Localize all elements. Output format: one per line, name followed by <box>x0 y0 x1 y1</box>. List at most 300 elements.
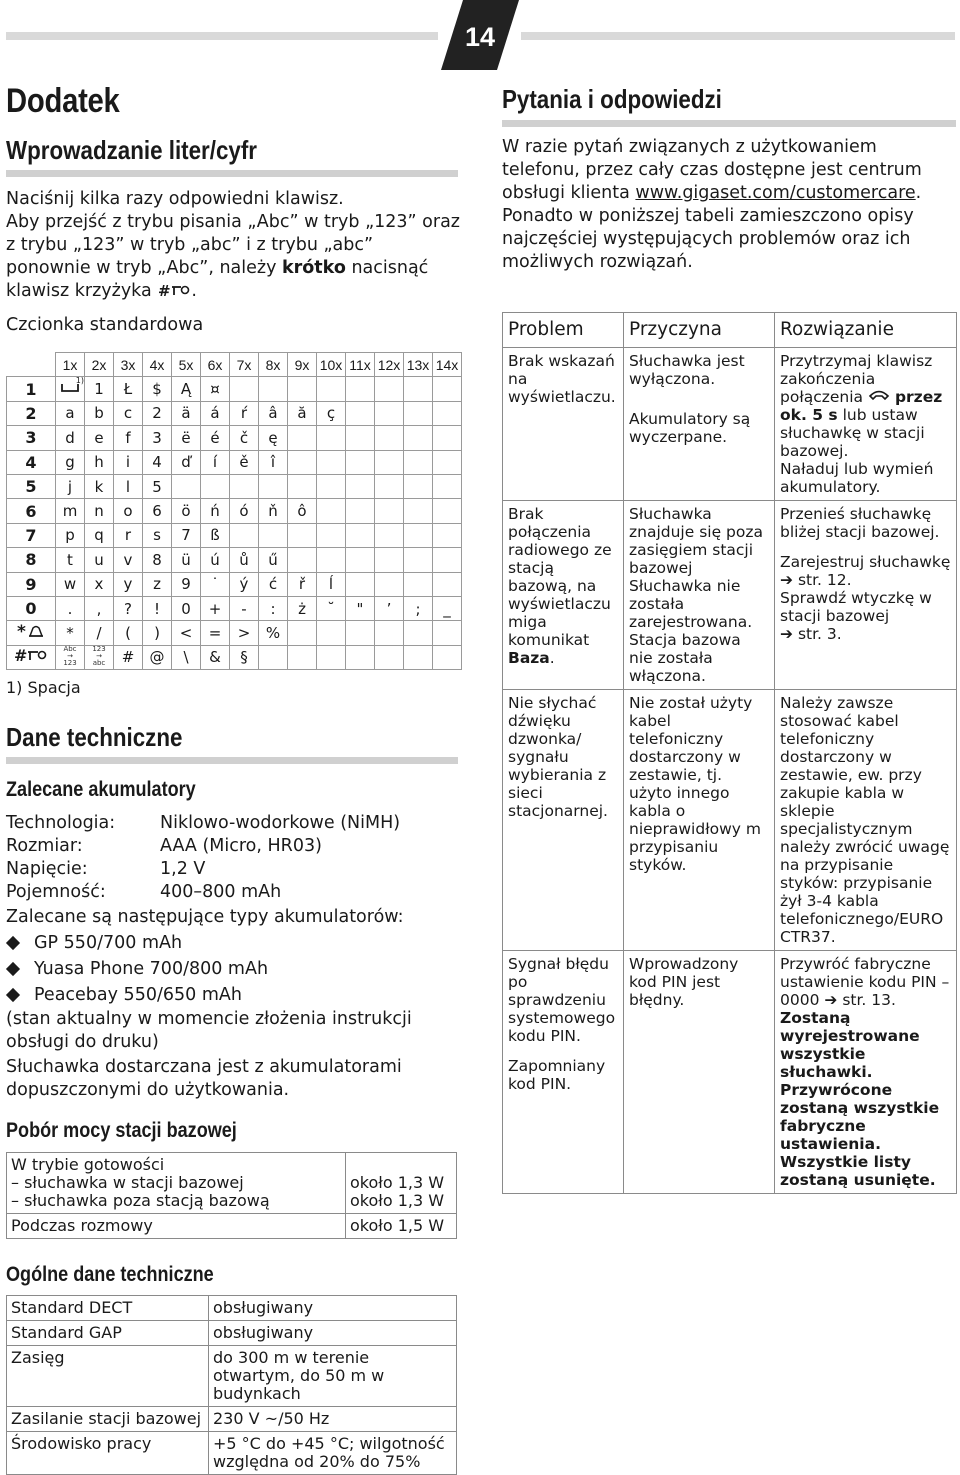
key-char: v <box>114 548 143 572</box>
key-char: $ <box>143 377 172 401</box>
col-header-cause: Przyczyna <box>624 313 775 348</box>
header-cell: 3x <box>114 353 143 377</box>
key-char: ˘ <box>317 596 346 620</box>
key-char <box>230 523 259 547</box>
key-char <box>433 572 462 596</box>
battery-bullet: Peacebay 550/650 mAh <box>34 985 242 1005</box>
key-char: = <box>201 621 230 645</box>
customercare-link[interactable]: www.gigaset.com/customercare <box>635 183 916 203</box>
key-char <box>346 645 375 669</box>
problem-cell: Brak wskazań na wyświetlaczu. <box>503 348 624 501</box>
solution-cell: Należy zawsze stosować kabel telefoniczny dostarczony w zestawie, ew. przy zakupie kabla w sklepie specjalistycznym należy zwrócić uwagę na przypisanie styków: przypisanie żył 3-4 kabla telefonicznego/EURO CTR37. <box>775 690 957 951</box>
key-char: ę <box>259 426 288 450</box>
key-char <box>288 474 317 498</box>
key-char: d <box>56 426 85 450</box>
key-char: § <box>230 645 259 669</box>
key-char: č <box>230 426 259 450</box>
key-row <box>7 474 462 498</box>
key-char: 4 <box>143 450 172 474</box>
key-label: 0 <box>7 596 56 620</box>
key-char: n <box>85 499 114 523</box>
header-cell: 5x <box>172 353 201 377</box>
col-header-solution: Rozwiązanie <box>775 313 957 348</box>
table-row <box>7 1214 457 1239</box>
general-value: obsługiwany <box>209 1321 457 1346</box>
key-char: Ą <box>172 377 201 401</box>
key-char <box>433 450 462 474</box>
key-char <box>230 377 259 401</box>
key-char <box>433 621 462 645</box>
table-row <box>7 1296 457 1321</box>
solution-text: Przytrzymaj klawisz zakończenia połączenia <box>780 352 933 406</box>
spec-label: Napięcie: <box>6 859 88 879</box>
key-char: ě <box>230 450 259 474</box>
key-char: > <box>230 621 259 645</box>
header-cell: 12x <box>375 353 404 377</box>
key-char: _ <box>433 596 462 620</box>
key-char: m <box>56 499 85 523</box>
key-char: 0 <box>172 596 201 620</box>
key-char <box>433 645 462 669</box>
key-char <box>288 426 317 450</box>
power-label: W trybie gotowości <box>11 1155 165 1174</box>
key-char: ď <box>172 450 201 474</box>
key-char <box>288 621 317 645</box>
key-char: c <box>114 401 143 425</box>
key-char: ŕ <box>230 401 259 425</box>
footnote-mark: 1) <box>75 376 84 386</box>
key-char: % <box>259 621 288 645</box>
subheading-general: Ogólne dane techniczne <box>6 1263 214 1286</box>
key-char: ó <box>230 499 259 523</box>
key-char <box>317 645 346 669</box>
key-char <box>288 450 317 474</box>
header-cell: 6x <box>201 353 230 377</box>
key-char <box>375 377 404 401</box>
key-char: w <box>56 572 85 596</box>
arrow-right-icon: ➔ <box>780 625 793 643</box>
solution-bold: Zostaną wyrejestrowane wszystkie słuchawki. Przywrócone zostaną wszystkie fabryczne ustawienia. Wszystkie listy zostaną usunięte. <box>780 1009 940 1189</box>
key-char: f <box>114 426 143 450</box>
key-char: , <box>85 596 114 620</box>
svg-text:#: # <box>158 282 171 298</box>
supplied-note: Słuchawka dostarczana jest z akumulatorami dopuszczonymi do użytkowania. <box>6 1057 402 1100</box>
key-char <box>433 523 462 547</box>
page-number: 14 <box>464 22 496 52</box>
key-char: \ <box>172 645 201 669</box>
power-label: Podczas rozmowy <box>7 1214 346 1239</box>
key-char <box>375 474 404 498</box>
star-bell-key-icon <box>16 622 46 640</box>
key-char <box>346 474 375 498</box>
header-cell: 4x <box>143 353 172 377</box>
key-row <box>7 548 462 572</box>
table-row <box>503 951 957 1194</box>
spec-label: Rozmiar: <box>6 836 83 856</box>
header-cell: 10x <box>317 353 346 377</box>
end-call-key-icon <box>868 389 890 403</box>
cause-text: Akumulatory są wyczerpane. <box>629 410 751 446</box>
key-char <box>259 523 288 547</box>
key-char: a <box>56 401 85 425</box>
key-char <box>317 377 346 401</box>
key-char: < <box>172 621 201 645</box>
key-char <box>317 523 346 547</box>
svg-text:#: # <box>14 646 28 665</box>
key-label: 7 <box>7 523 56 547</box>
section-heading-input: Wprowadzanie liter/cyfr <box>6 135 257 165</box>
table-row <box>7 1407 457 1432</box>
key-char: g <box>56 450 85 474</box>
problem-table <box>502 312 957 1194</box>
key-char <box>288 645 317 669</box>
key-char: ( <box>114 621 143 645</box>
battery-bullet: Yuasa Phone 700/800 mAh <box>34 959 269 979</box>
key-char <box>317 426 346 450</box>
cause-text: Słuchawka nie została zarejestrowana. <box>629 577 753 631</box>
cause-cell <box>624 348 775 501</box>
key-char: / <box>85 621 114 645</box>
key-char <box>404 572 433 596</box>
key-table-footnote: 1) Spacja <box>6 678 81 697</box>
solution-cell <box>775 501 957 690</box>
general-label: Zasięg <box>7 1346 209 1407</box>
key-char: ô <box>288 499 317 523</box>
problem-text: Sygnał błędu po sprawdzeniu systemowego kodu PIN. <box>508 955 616 1045</box>
key-char: ń <box>201 499 230 523</box>
power-value: około 1,3 W <box>350 1173 445 1192</box>
key-table-header <box>7 353 462 377</box>
cause-cell <box>624 501 775 690</box>
key-char <box>317 621 346 645</box>
key-char <box>259 474 288 498</box>
solution-text: Przywróć fabryczne ustawienie kodu PIN – 0000 <box>780 955 950 1009</box>
header-cell: 14x <box>433 353 462 377</box>
page-ref: str. 13. <box>842 991 896 1009</box>
key-char: í <box>201 450 230 474</box>
key-char: y <box>114 572 143 596</box>
table-row <box>7 1432 457 1475</box>
key-char <box>230 474 259 498</box>
space-char <box>56 377 85 401</box>
section-heading-tech: Dane techniczne <box>6 722 183 752</box>
key-char: á <box>201 401 230 425</box>
key-char <box>288 548 317 572</box>
cause-cell: Nie został użyty kabel telefoniczny dostarczony w zestawie, tj. użyto innego kabla o nieprawidłowy m przypisaniu styków. <box>624 690 775 951</box>
key-row <box>7 450 462 474</box>
key-char <box>317 474 346 498</box>
key-char: o <box>114 499 143 523</box>
faq-intro <box>502 136 952 274</box>
key-char <box>259 377 288 401</box>
key-char: + <box>201 596 230 620</box>
key-char: ú <box>201 548 230 572</box>
table-row <box>7 1346 457 1407</box>
key-char <box>433 548 462 572</box>
key-char <box>375 645 404 669</box>
solution-register <box>780 553 951 643</box>
key-char: ć <box>259 572 288 596</box>
key-char <box>404 401 433 425</box>
hash-key-icon <box>157 282 191 298</box>
key-char: ? <box>114 596 143 620</box>
key-char <box>346 450 375 474</box>
key-char <box>375 499 404 523</box>
key-char <box>404 645 433 669</box>
spec-value: 400–800 mAh <box>160 882 282 902</box>
key-char <box>346 499 375 523</box>
cause-text: Słuchawka znajduje się poza zasięgiem stacji bazowej <box>629 505 763 577</box>
key-label: 8 <box>7 548 56 572</box>
problem-bold: Baza <box>508 649 550 667</box>
key-char <box>404 377 433 401</box>
power-value: około 1,3 W <box>350 1191 445 1210</box>
key-char <box>375 450 404 474</box>
key-char: p <box>56 523 85 547</box>
key-char: s <box>143 523 172 547</box>
key-label: 4 <box>7 450 56 474</box>
key-char: ! <box>143 596 172 620</box>
general-label: Standard DECT <box>7 1296 209 1321</box>
key-char <box>433 377 462 401</box>
key-label: 3 <box>7 426 56 450</box>
table-row <box>503 501 957 690</box>
key-char <box>201 474 230 498</box>
font-title: Czcionka standardowa <box>6 315 204 335</box>
key-char: ) <box>143 621 172 645</box>
key-char <box>404 499 433 523</box>
key-char: Ł <box>114 377 143 401</box>
key-char: é <box>201 426 230 450</box>
header-cell: 7x <box>230 353 259 377</box>
key-char: ¤ <box>201 377 230 401</box>
solution-text: Przenieś słuchawkę bliżej stacji bazowej. <box>780 505 940 541</box>
intro-text: W razie pytań związanych z użytkowaniem telefonu, przez cały czas dostępne jest centrum obsługi klienta <box>502 137 922 203</box>
para-line1: Naciśnij kilka razy odpowiedni klawisz. <box>6 189 344 209</box>
power-table <box>6 1152 457 1239</box>
spec-label: Technologia: <box>6 813 116 833</box>
key-char: ß <box>201 523 230 547</box>
solution-bold: przez ok. 5 s <box>780 388 943 424</box>
power-value: około 1,5 W <box>346 1214 457 1239</box>
key-char <box>433 499 462 523</box>
key-char: ü <box>172 548 201 572</box>
header-cell: 9x <box>288 353 317 377</box>
key-char: - <box>230 596 259 620</box>
key-char: @ <box>143 645 172 669</box>
key-label: 2 <box>7 401 56 425</box>
key-char <box>346 572 375 596</box>
section-divider <box>6 170 458 177</box>
table-row <box>503 348 957 501</box>
key-char <box>172 474 201 498</box>
key-char: # <box>114 645 143 669</box>
solution-cell <box>775 951 957 1194</box>
battery-bullet: GP 550/700 mAh <box>34 933 183 953</box>
key-char: ă <box>288 401 317 425</box>
key-char <box>346 548 375 572</box>
key-char: 6 <box>143 499 172 523</box>
key-row <box>7 572 462 596</box>
key-char: * <box>56 621 85 645</box>
table-row <box>7 1153 457 1214</box>
key-char <box>404 523 433 547</box>
key-char <box>433 401 462 425</box>
key-char: 2 <box>143 401 172 425</box>
key-char <box>288 523 317 547</box>
key-char <box>404 548 433 572</box>
key-char: k <box>85 474 114 498</box>
key-char: h <box>85 450 114 474</box>
key-table <box>6 352 462 670</box>
key-char <box>404 621 433 645</box>
problem-dot: . <box>549 649 555 667</box>
key-char: j <box>56 474 85 498</box>
section-divider <box>6 757 458 764</box>
key-char: x <box>85 572 114 596</box>
spec-value: AAA (Micro, HR03) <box>160 836 322 856</box>
page-ref: str. 12. <box>797 571 852 589</box>
svg-text:*: * <box>17 621 26 640</box>
key-char: e <box>85 426 114 450</box>
intro-dot: . <box>915 183 922 203</box>
key-char: 5 <box>143 474 172 498</box>
page-title: Dodatek <box>6 82 120 120</box>
general-value: 230 V ~/50 Hz <box>209 1407 457 1432</box>
key-char: ý <box>230 572 259 596</box>
para-text-a: Aby przejść z trybu pisania „Abc” w tryb „123” oraz z trybu „123” w tryb „abc” i z trybu „abc” ponownie w tryb „Abc”, należy <box>6 212 460 278</box>
problem-cell <box>503 951 624 1194</box>
solution-cell <box>775 348 957 501</box>
spec-value: Niklowo-wodorkowe (NiMH) <box>160 813 401 833</box>
key-char: t <box>56 548 85 572</box>
key-char: 1 <box>85 377 114 401</box>
solution-text: lub ustaw słuchawkę w stacji bazowej. <box>780 406 925 460</box>
key-char: u <box>85 548 114 572</box>
mode-switch-label: 123 → abc <box>92 644 106 667</box>
key-char <box>56 645 85 669</box>
header-cell: 11x <box>346 353 375 377</box>
key-char <box>375 572 404 596</box>
para-end: . <box>191 281 197 301</box>
key-char <box>433 426 462 450</box>
key-char: z <box>143 572 172 596</box>
key-char <box>375 548 404 572</box>
general-table <box>6 1295 457 1475</box>
key-char: b <box>85 401 114 425</box>
key-row <box>7 426 462 450</box>
table-row <box>7 1321 457 1346</box>
key-char <box>404 426 433 450</box>
key-char <box>346 401 375 425</box>
key-char <box>375 523 404 547</box>
arrow-right-icon: ➔ <box>780 571 793 589</box>
key-char: ä <box>172 401 201 425</box>
key-char: r <box>114 523 143 547</box>
general-value: +5 °C do +45 °C; wilgotność względna od 20% do 75% <box>209 1432 457 1475</box>
section-heading-faq: Pytania i odpowiedzi <box>502 84 722 114</box>
key-row <box>7 377 462 401</box>
key-char: l <box>114 474 143 498</box>
key-char <box>346 523 375 547</box>
key-char: ; <box>404 596 433 620</box>
intro-text-2: Ponadto w poniższej tabeli zamieszczono opisy najczęściej występujących problemów oraz ich możliwych rozwiązań. <box>502 206 914 272</box>
problem-text: Zapomniany kod PIN. <box>508 1057 606 1093</box>
corner-cell <box>7 353 56 377</box>
input-paragraph <box>6 188 461 303</box>
key-char <box>346 621 375 645</box>
key-char <box>317 548 346 572</box>
solution-text: Sprawdź wtyczkę w stacji bazowej <box>780 589 932 625</box>
key-char <box>404 474 433 498</box>
arrow-right-icon: ➔ <box>824 991 838 1009</box>
key-char <box>433 474 462 498</box>
key-char: î <box>259 450 288 474</box>
table-row <box>503 690 957 951</box>
key-row <box>7 596 462 620</box>
cause-cell: Wprowadzony kod PIN jest błędny. <box>624 951 775 1194</box>
spec-label: Pojemność: <box>6 882 106 902</box>
para-bold: krótko <box>282 258 346 278</box>
key-label: 9 <box>7 572 56 596</box>
key-char: ň <box>259 499 288 523</box>
key-char: ë <box>172 426 201 450</box>
key-char: " <box>346 596 375 620</box>
cause-text: Słuchawka jest wyłączona. <box>629 352 745 388</box>
key-char <box>404 450 433 474</box>
key-char: . <box>56 596 85 620</box>
general-label: Zasilanie stacji bazowej <box>7 1407 209 1432</box>
key-char: ř <box>288 572 317 596</box>
table-header-row <box>503 313 957 348</box>
hash-lock-key-icon <box>13 646 49 664</box>
key-char: ˙ <box>201 572 230 596</box>
key-char: ż <box>288 596 317 620</box>
key-char: & <box>201 645 230 669</box>
power-label: – słuchawka w stacji bazowej <box>11 1173 244 1192</box>
key-char: â <box>259 401 288 425</box>
header-cell: 1x <box>56 353 85 377</box>
key-char: 9 <box>172 572 201 596</box>
key-char: ű <box>259 548 288 572</box>
key-row <box>7 621 462 645</box>
header-cell: 2x <box>85 353 114 377</box>
key-row <box>7 523 462 547</box>
key-char: q <box>85 523 114 547</box>
key-row <box>7 645 462 669</box>
types-intro: Zalecane są następujące typy akumulatorów: <box>6 907 404 927</box>
key-row <box>7 401 462 425</box>
key-char: ů <box>230 548 259 572</box>
cause-text: Stacja bazowa nie została włączona. <box>629 631 741 685</box>
key-label: 1 <box>7 377 56 401</box>
general-value: do 300 m w terenie otwartym, do 50 m w budynkach <box>209 1346 457 1407</box>
key-label: 5 <box>7 474 56 498</box>
top-rule-right <box>521 32 955 40</box>
key-char: ö <box>172 499 201 523</box>
subheading-batteries: Zalecane akumulatory <box>6 778 196 801</box>
problem-cell <box>503 501 624 690</box>
col-header-problem: Problem <box>503 313 624 348</box>
key-char: ’ <box>375 596 404 620</box>
key-char <box>346 377 375 401</box>
key-char <box>346 426 375 450</box>
key-char <box>259 645 288 669</box>
key-label-hash <box>7 645 56 669</box>
header-cell: 13x <box>404 353 433 377</box>
subheading-power: Pobór mocy stacji bazowej <box>6 1119 237 1142</box>
key-char <box>375 621 404 645</box>
